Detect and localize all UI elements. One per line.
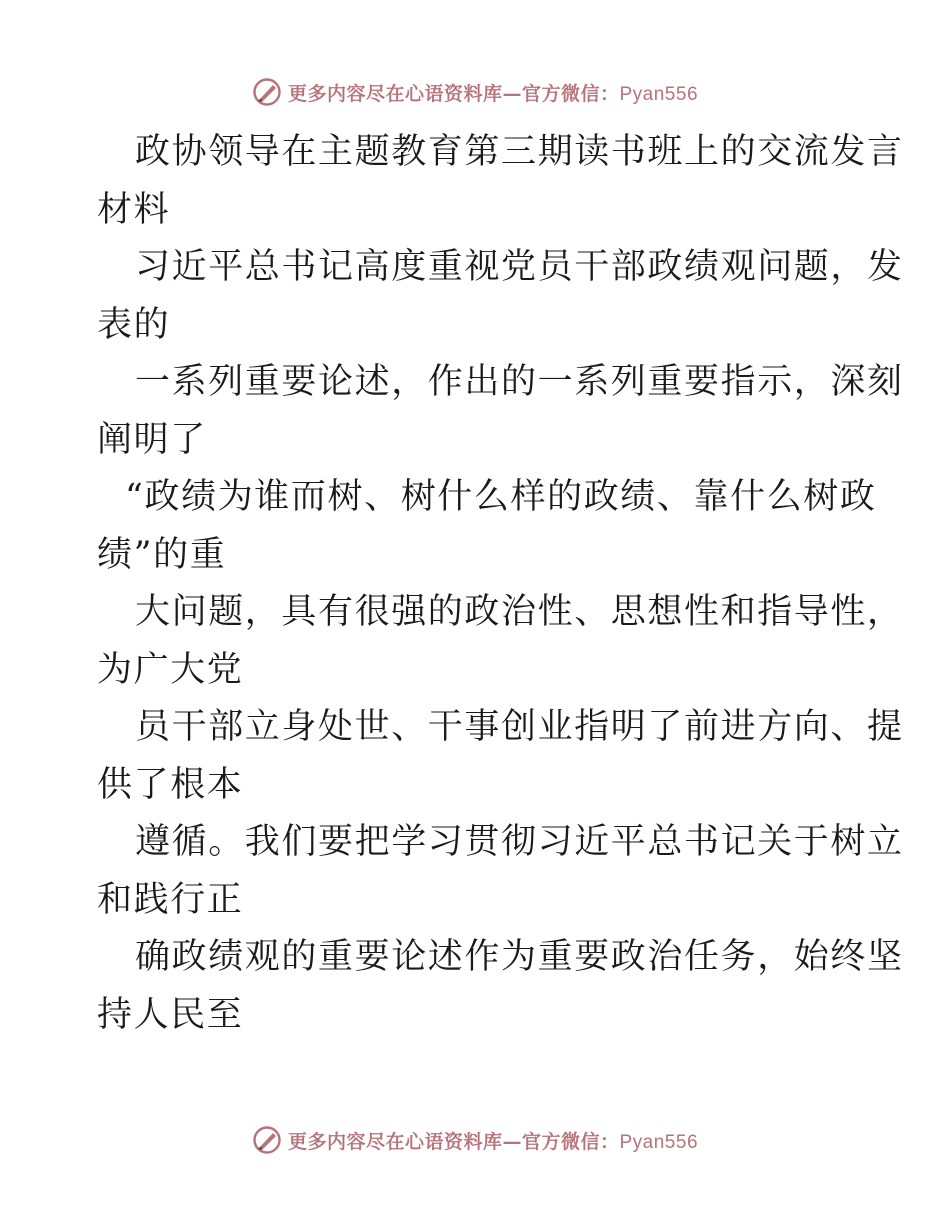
watermark-text: 更多内容尽在心语资料库—官方微信：Pyan556 — [287, 1130, 699, 1153]
quill-pen-seal-icon — [252, 77, 282, 107]
text-line: 和践行正 — [97, 879, 244, 920]
text-line: 持人民至 — [97, 994, 244, 1035]
text-line: 大问题，具有很强的政治性、思想性和指导性， — [135, 592, 904, 632]
text-line: 习近平总书记高度重视党员干部政绩观问题，发 — [135, 247, 904, 287]
header-watermark — [0, 72, 950, 112]
text-line: “政绩为谁而树、树什么样的政绩、靠什么树政 — [125, 477, 877, 517]
footer-watermark — [0, 1120, 950, 1160]
text-line: 遵循。我们要把学习贯彻习近平总书记关于树立 — [135, 822, 904, 862]
text-line: 确政绩观的重要论述作为重要政治任务，始终坚 — [135, 937, 904, 977]
text-line: 材料 — [97, 189, 171, 230]
text-line: 绩”的重 — [97, 534, 227, 575]
text-line: 表的 — [97, 304, 171, 345]
watermark-text: 更多内容尽在心语资料库—官方微信：Pyan556 — [287, 82, 699, 105]
text-line: 供了根本 — [97, 764, 244, 805]
text-line: 政协领导在主题教育第三期读书班上的交流发言 — [135, 132, 904, 172]
text-line: 阐明了 — [97, 419, 207, 460]
text-line: 员干部立身处世、干事创业指明了前进方向、提 — [135, 707, 904, 747]
quill-pen-seal-icon — [252, 1125, 282, 1155]
text-line: 一系列重要论述，作出的一系列重要指示，深刻 — [135, 362, 904, 402]
text-line: 为广大党 — [97, 649, 244, 690]
document-body — [97, 124, 904, 1044]
